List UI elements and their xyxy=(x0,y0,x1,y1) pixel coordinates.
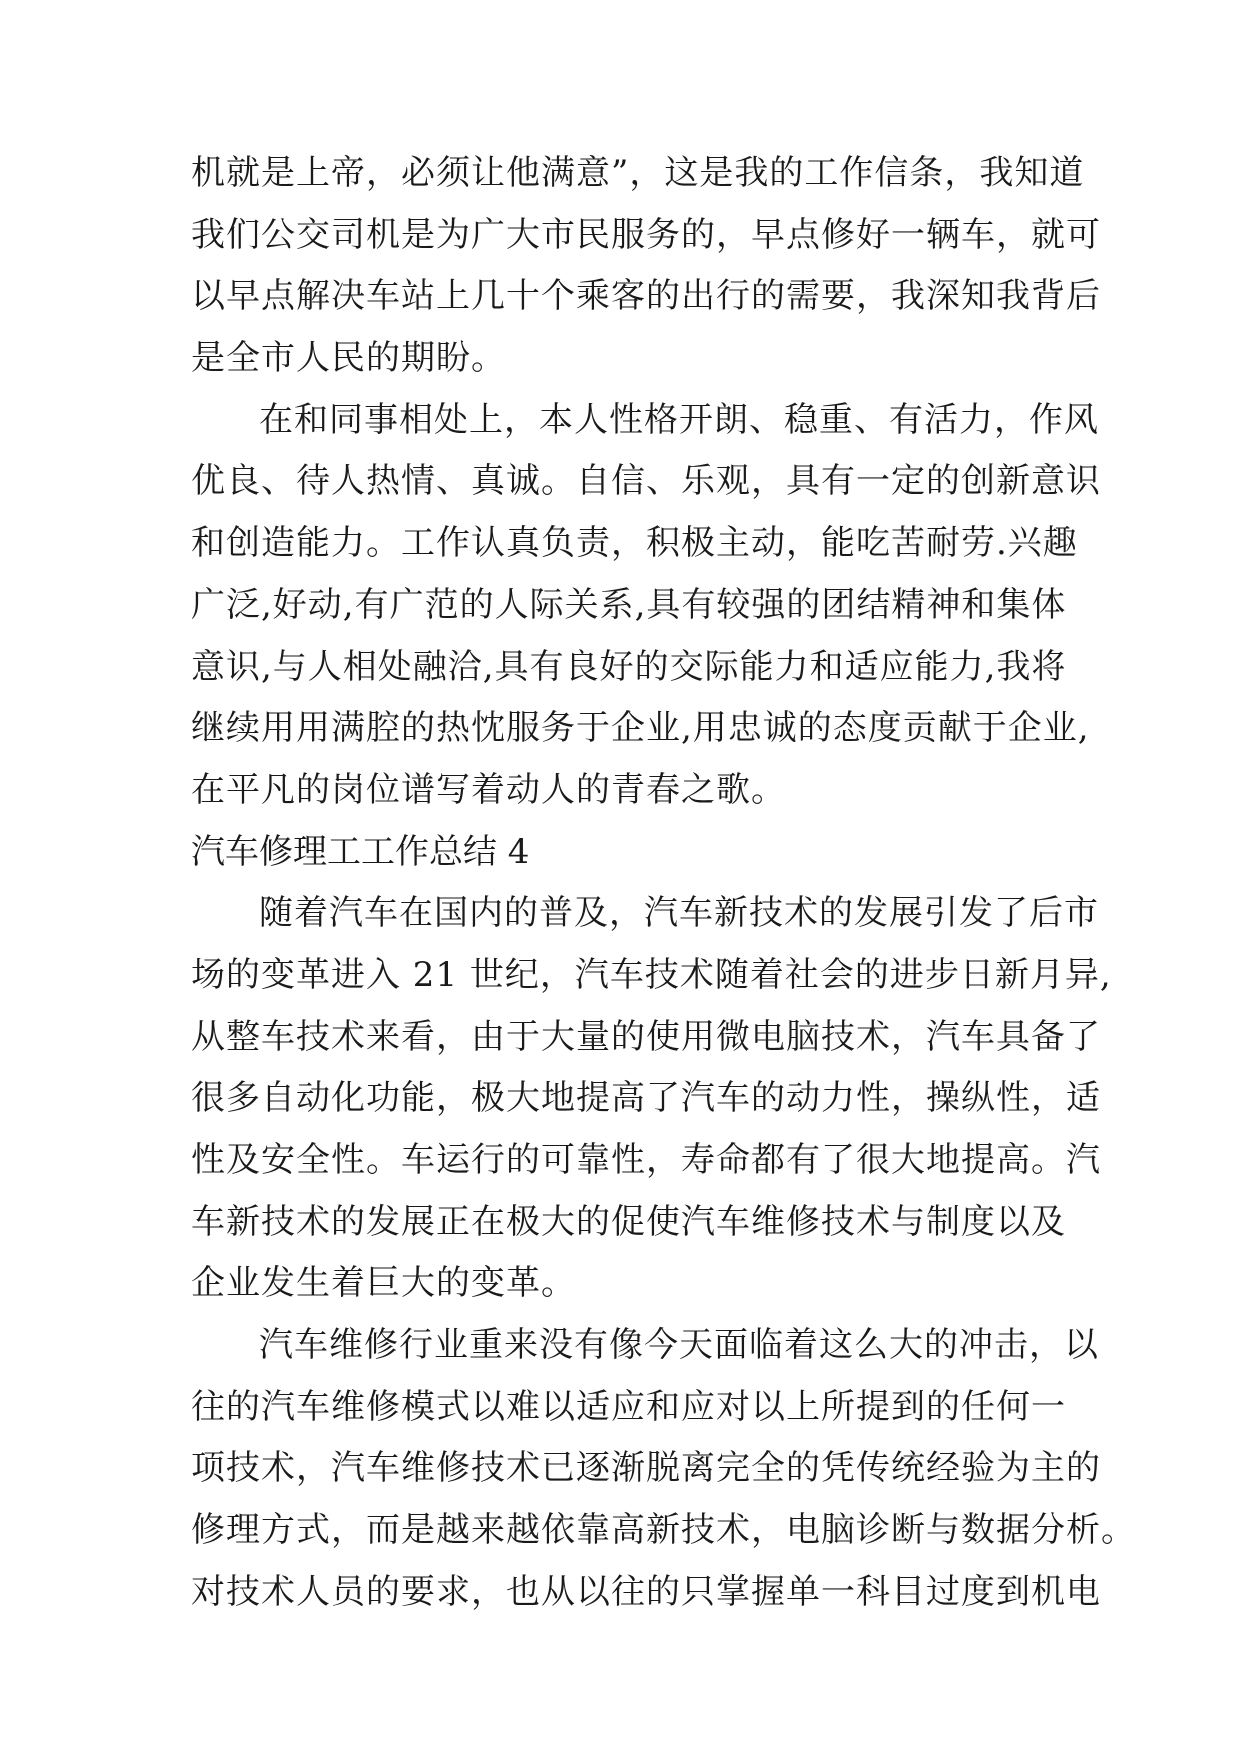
document-body xyxy=(191,143,1136,1624)
text-line: 以早点解决车站上几十个乘客的出行的需要，我深知我背后 xyxy=(191,276,1101,317)
text-line: 是全市人民的期盼。 xyxy=(191,338,506,379)
paragraph-first-line: 汽车维修行业重来没有像今天面临着这么大的冲击，以 xyxy=(259,1325,1099,1366)
paragraph-first-line: 随着汽车在国内的普及，汽车新技术的发展引发了后市 xyxy=(259,893,1099,934)
text-line: 继续用用满腔的热忱服务于企业,用忠诚的态度贡献于企业, xyxy=(191,708,1090,749)
text-line: 场的变革进入 21 世纪，汽车技术随着社会的进步日新月异, xyxy=(191,954,1112,995)
text-line: 项技术，汽车维修技术已逐渐脱离完全的凭传统经验为主的 xyxy=(191,1448,1101,1489)
section-heading: 汽车修理工工作总结 4 xyxy=(191,831,530,872)
text-line: 意识,与人相处融洽,具有良好的交际能力和适应能力,我将 xyxy=(191,646,1067,687)
text-line: 车新技术的发展正在极大的促使汽车维修技术与制度以及 xyxy=(191,1201,1066,1242)
text-line: 优良、待人热情、真诚。自信、乐观，具有一定的创新意识 xyxy=(191,461,1101,502)
text-line: 在平凡的岗位谱写着动人的青春之歌。 xyxy=(191,769,786,810)
text-line: 很多自动化功能，极大地提高了汽车的动力性，操纵性，适 xyxy=(191,1078,1101,1119)
text-line: 我们公交司机是为广大市民服务的，早点修好一辆车，就可 xyxy=(191,214,1101,255)
text-line: 企业发生着巨大的变革。 xyxy=(191,1263,576,1304)
text-line: 修理方式，而是越来越依靠高新技术，电脑诊断与数据分析。 xyxy=(191,1510,1136,1551)
text-line: 和创造能力。工作认真负责，积极主动，能吃苦耐劳.兴趣 xyxy=(191,523,1078,564)
text-line: 广泛,好动,有广范的人际关系,具有较强的团结精神和集体 xyxy=(191,584,1067,625)
text-line: 性及安全性。车运行的可靠性，寿命都有了很大地提高。汽 xyxy=(191,1140,1101,1180)
text-line: 从整车技术来看，由于大量的使用微电脑技术，汽车具备了 xyxy=(191,1016,1101,1057)
text-line: 往的汽车维修模式以难以适应和应对以上所提到的任何一 xyxy=(191,1386,1066,1427)
text-line: 对技术人员的要求，也从以往的只掌握单一科目过度到机电 xyxy=(191,1571,1101,1612)
text-line: 机就是上帝，必须让他满意”，这是我的工作信条，我知道 xyxy=(191,153,1085,193)
paragraph-first-line: 在和同事相处上，本人性格开朗、稳重、有活力，作风 xyxy=(259,399,1099,440)
